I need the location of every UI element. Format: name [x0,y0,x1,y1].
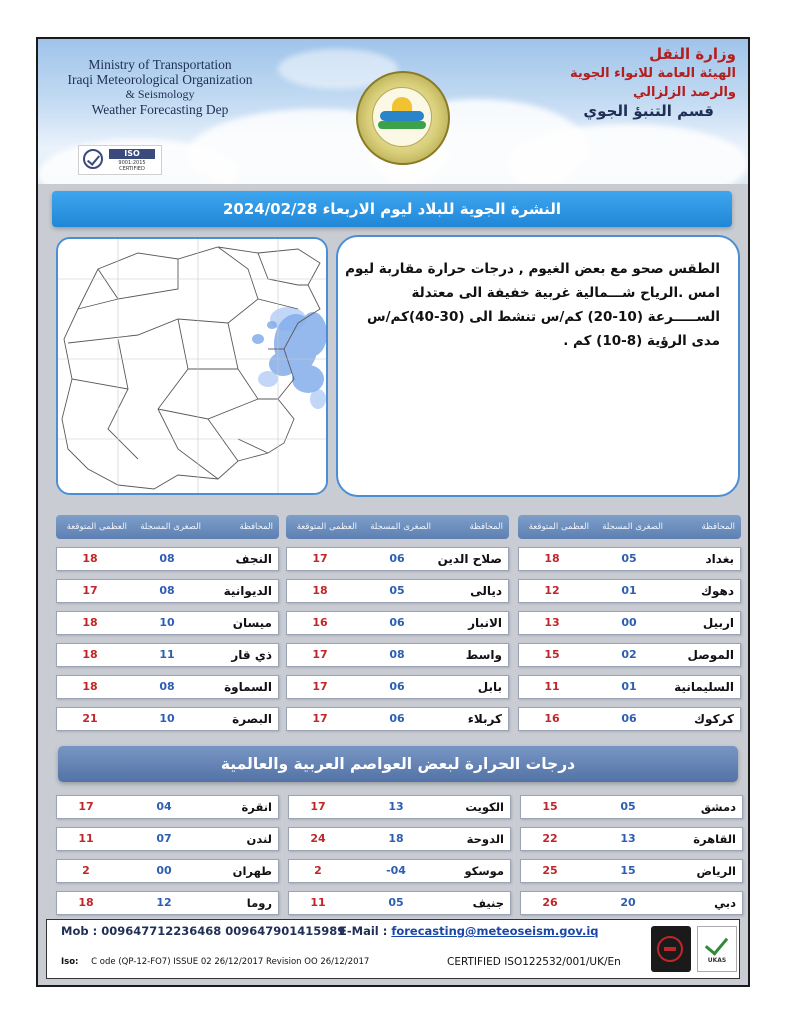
certification-logo [651,926,691,972]
capitals-column [56,787,279,915]
ukas-logo: UKAS [697,926,737,972]
table-row: روما 12 18 [56,891,279,915]
table-row: لندن 07 11 [56,827,279,851]
table-row: موسكو -04 2 [288,859,511,883]
ar-line: الهيئة العامة للانواء الجوية [570,66,736,81]
province-column [518,515,741,731]
table-row: اربيل 00 13 [518,611,741,635]
iso-code-line: Iso: C ode (QP-12-FO7) ISSUE 02 26/12/2017 Revision OO 26/12/2017 [61,957,370,967]
forecast-text-box [336,235,740,497]
table-row: بغداد 05 18 [518,547,741,571]
table-row: السماوة 08 18 [56,675,279,699]
table-row: دبي 20 26 [520,891,743,915]
email-link[interactable]: forecasting@meteoseism.gov.iq [391,924,599,938]
check-icon [705,931,728,955]
column-header: المحافظة الصغرى المسجلة العظمى المتوقعة [518,515,741,539]
iso-certified-logo: ISO 9001:2015 CERTIFIED [78,145,162,175]
ar-line: قسم التنبؤ الجوي [583,102,714,120]
english-org-title [60,57,260,117]
en-line: Weather Forecasting Dep [91,102,229,117]
forecast-line: امس .الرياح شـــمالية غربية خفيفة الى معتدلة [411,285,720,301]
forecast-text [345,257,720,353]
table-row: جنيف 05 11 [288,891,511,915]
table-row: الديوانية 08 17 [56,579,279,603]
table-row: الكويت 13 17 [288,795,511,819]
table-row: كركوك 06 16 [518,707,741,731]
table-row: ميسان 10 18 [56,611,279,635]
table-row: الدوحة 18 24 [288,827,511,851]
province-column [286,515,509,731]
en-line: Iraqi Meteorological Organization [67,72,253,87]
arabic-org-title [506,45,736,121]
forecast-line: الطقس صحو مع بعض الغيوم , درجات حرارة مقاربة ليوم [345,261,720,277]
table-row: الانبار 06 16 [286,611,509,635]
column-header: المحافظة الصغرى المسجلة العظمى المتوقعة [56,515,279,539]
forecast-line: مدى الرؤية (8-10) كم . [563,333,720,349]
table-row: الرياض 15 25 [520,859,743,883]
check-icon [83,149,103,169]
capitals-column [288,787,511,915]
table-row: ذي قار 11 18 [56,643,279,667]
capitals-title-bar: درجات الحرارة لبعض العواصم العربية والعالمية [58,746,738,782]
contact-footer [46,919,740,979]
email-contact: E-Mail : forecasting@meteoseism.gov.iq [339,924,599,938]
table-row: صلاح الدين 06 17 [286,547,509,571]
weather-map [56,237,328,495]
header-banner [38,39,748,184]
table-row: ديالى 05 18 [286,579,509,603]
table-row: كربلاء 06 17 [286,707,509,731]
table-row: واسط 08 17 [286,643,509,667]
column-header: المحافظة الصغرى المسجلة العظمى المتوقعة [286,515,509,539]
province-column [56,515,279,731]
table-row: انقرة 04 17 [56,795,279,819]
en-line: & Seismology [125,87,195,101]
iraq-map-icon [58,239,326,493]
bulletin-title-bar: النشرة الجوية للبلاد ليوم الاربعاء 2024/02/28 [52,191,732,227]
bulletin-page [36,37,750,987]
mobile-numbers: Mob : 009647712236468 009647901415989 [61,924,346,938]
table-row: بابل 06 17 [286,675,509,699]
capitals-column [520,787,743,915]
table-row: دمشق 05 15 [520,795,743,819]
forecast-line: الســـــرعة (10-20) كم/س تنشط الى (30-40)كم/س [366,309,720,325]
ar-line: والرصد الزلزالي [633,85,736,100]
table-row: البصرة 10 21 [56,707,279,731]
table-row: طهران 00 2 [56,859,279,883]
table-row: السليمانية 01 11 [518,675,741,699]
organization-seal-logo [356,71,450,165]
certification-text: CERTIFIED ISO122532/001/UK/En [447,956,621,968]
table-row: القاهرة 13 22 [520,827,743,851]
table-row: دهوك 01 12 [518,579,741,603]
table-row: النجف 08 18 [56,547,279,571]
table-row: الموصل 02 15 [518,643,741,667]
en-line: Ministry of Transportation [88,57,232,72]
ar-line: وزارة النقل [649,45,736,63]
